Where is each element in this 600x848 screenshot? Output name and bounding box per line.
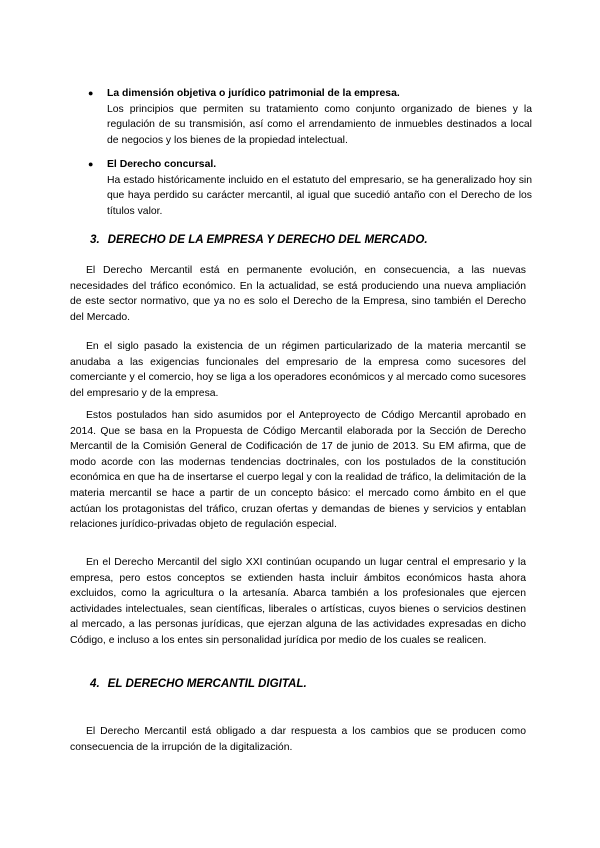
bullet-title: La dimensión objetiva o jurídico patrimonial de la empresa. [107, 88, 400, 99]
paragraph: El Derecho Mercantil está obligado a dar respuesta a los cambios que se producen como consecuencia de la irrupción de la digitalización. [70, 726, 526, 753]
section-4-heading [90, 676, 530, 692]
bullet-text: Los principios que permiten su tratamiento como conjunto organizado de bienes y la regulación de su transmisión, así como el arrendamiento de inmuebles destinados a local de negocios y los bienes de la propiedad intelectual. [107, 103, 532, 146]
section-number: 3. [90, 233, 100, 246]
paragraph: En el siglo pasado la existencia de un régimen particularizado de la materia mercantil se anudaba a las exigencias funcionales del empresario de la empresa como sucesores del comerciante y el comercio, hoy se liga a los operadores económicos y al mercado como sucesores del empresario y de la empresa. [70, 341, 526, 399]
paragraph: El Derecho Mercantil está en permanente evolución, en consecuencia, a las nuevas necesidades del tráfico económico. En la actualidad, se está produciendo una nueva ampliación de este sector normativo, que ya no es solo el Derecho de la Empresa, sino también el Derecho del Mercado. [70, 265, 526, 323]
section-number: 4. [90, 677, 100, 690]
bullet-text: Ha estado históricamente incluido en el estatuto del empresario, se ha generalizado hoy sin que haya perdido su carácter mercantil, al igual que sucedió antaño con el Derecho de los títulos valor. [107, 174, 532, 217]
section-title: EL DERECHO MERCANTIL DIGITAL. [107, 677, 307, 690]
bullet-item-concursal [88, 157, 532, 219]
bullet-title: El Derecho concursal. [107, 159, 217, 170]
section-3-heading [90, 232, 530, 248]
bullet-icon: ● [88, 159, 94, 169]
bullet-item-objective-dimension [88, 86, 532, 148]
section-title: DERECHO DE LA EMPRESA Y DERECHO DEL MERCADO. [107, 233, 428, 246]
paragraph: En el Derecho Mercantil del siglo XXI continúan ocupando un lugar central el empresario y la empresa, pero estos conceptos se extienden hasta incluir ámbitos económicos hasta ahora excluidos, como la agricultura o la artesanía. Abarca también a los profesionales que ejercen actividades intelectuales, sean científicas, liberales o artísticas, cuyos bienes o servicios destinen al mercado, a las personas jurídicas, que ejerzan alguna de las actividades expresadas en dicho Código, e incluso a los entes sin personalidad jurídica por medio de los cuales se realicen. [70, 557, 526, 646]
paragraph: Estos postulados han sido asumidos por el Anteproyecto de Código Mercantil aprobado en 2014. Que se basa en la Propuesta de Código Mercantil elaborada por la Sección de Derecho Mercantil de la Comisión General de Codificación de 17 de junio de 2013. Su EM afirma, que de modo acorde con las modernas tendencias doctrinales, con los postulados de la constitución económica en que ha de insertarse el cuerpo legal y con la realidad de tráfico, la delimitación de la materia mercantil se hace a partir de un concepto básico: el mercado como ámbito en el que actúan los protagonistas del tráfico, cruzan ofertas y demandas de bienes y servicios y entablan relaciones jurídico-privadas objeto de regulación especial. [70, 410, 526, 531]
bullet-icon: ● [88, 88, 94, 98]
